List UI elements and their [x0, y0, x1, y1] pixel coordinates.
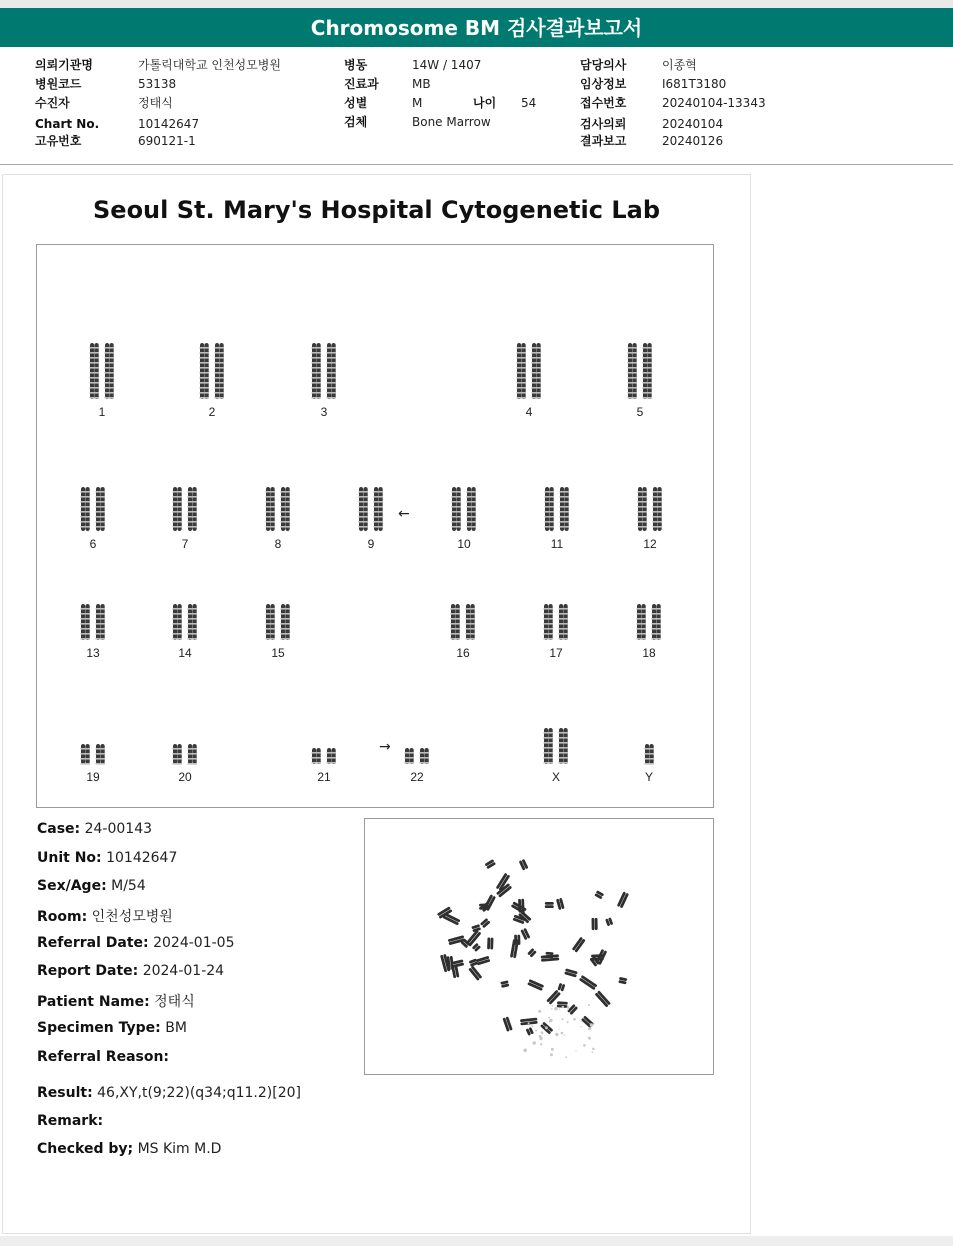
chromosome-label: 16: [456, 646, 470, 660]
info-case: [37, 821, 152, 837]
result-line: [37, 1085, 301, 1101]
info-value: M/54: [111, 878, 146, 894]
info-report-date: [37, 963, 224, 979]
info-label: Report Date:: [37, 963, 139, 979]
chromosome-label: 1: [98, 405, 106, 419]
hdr-label: 성별: [344, 96, 368, 110]
chromosome-label: 6: [89, 537, 97, 551]
hdr-label: 수진자: [35, 96, 70, 110]
info-label: Unit No:: [37, 850, 102, 866]
info-referral-reason: [37, 1049, 169, 1065]
chromosome-18: [627, 602, 671, 642]
hdr-value: M: [412, 96, 423, 110]
info-sex-age: [37, 878, 146, 894]
hdr-value: 20240104-13343: [662, 96, 766, 110]
checked-by-value: MS Kim M.D: [137, 1141, 222, 1157]
checked-by-line: [37, 1141, 221, 1157]
chromosome-20: [163, 742, 207, 766]
chromosome-label: 7: [181, 537, 189, 551]
info-value: 2024-01-05: [153, 935, 235, 951]
translocation-arrow-9: ←: [398, 506, 410, 522]
info-label: Referral Date:: [37, 935, 149, 951]
info-value: 24-00143: [84, 821, 153, 837]
age-value: 54: [521, 96, 537, 110]
info-value: 2024-01-24: [142, 963, 225, 979]
chromosome-8: [256, 485, 300, 533]
chromosome-1: [80, 341, 124, 401]
info-label: Specimen Type:: [37, 1020, 161, 1036]
translocation-arrow-22: →: [379, 739, 391, 755]
top-strip: [0, 0, 953, 8]
header-separator: [0, 164, 953, 165]
chromosome-label: 5: [636, 405, 644, 419]
hdr-label: 접수번호: [580, 96, 627, 110]
info-label: Case:: [37, 821, 81, 837]
chromosome-label: 19: [86, 770, 100, 784]
chromosome-12: [628, 485, 672, 533]
chromosome-label: 8: [274, 537, 282, 551]
chromosome-4: [507, 341, 551, 401]
chromosome-label: 13: [86, 646, 100, 660]
bottom-strip: [0, 1236, 953, 1246]
hdr-value: 가톨릭대학교 인천성모병원: [138, 58, 281, 72]
chromosome-7: [163, 485, 207, 533]
hdr-value: I681T3180: [662, 77, 727, 91]
hdr-value: Bone Marrow: [412, 115, 491, 129]
hdr-label: 병원코드: [35, 77, 82, 91]
chromosome-X: [534, 726, 578, 766]
chromosome-label: 14: [178, 646, 192, 660]
hdr-label: 결과보고: [580, 134, 627, 148]
hdr-value: 이종혁: [662, 58, 697, 72]
chromosome-label: 20: [178, 770, 192, 784]
hdr-label: Chart No.: [35, 117, 100, 131]
hdr-value: 10142647: [138, 117, 200, 131]
hdr-label: 의뢰기관명: [35, 58, 93, 72]
karyogram-panel: [36, 244, 714, 808]
info-referral-date: [37, 935, 234, 951]
result-label: Result:: [37, 1085, 93, 1101]
age-label: 나이: [473, 96, 497, 110]
chromosome-6: [71, 485, 115, 533]
hdr-label: 담당의사: [580, 58, 627, 72]
hdr-value: 정태식: [138, 96, 173, 110]
info-label: Referral Reason:: [37, 1049, 170, 1065]
chromosome-label: 10: [457, 537, 471, 551]
hdr-value: 14W / 1407: [412, 58, 482, 72]
info-label: Sex/Age:: [37, 878, 107, 894]
hdr-label: 병동: [344, 58, 368, 72]
chromosome-22: [395, 746, 439, 766]
lab-title: Seoul St. Mary's Hospital Cytogenetic Lab: [93, 196, 660, 224]
chromosome-9: [349, 485, 393, 533]
info-value: BM: [165, 1020, 187, 1036]
info-patient-name: [37, 991, 195, 1011]
checked-by-label: Checked by;: [37, 1141, 134, 1157]
chromosome-10: [442, 485, 486, 533]
hdr-label: 검체: [344, 115, 368, 129]
remark-line: [37, 1113, 103, 1129]
chromosome-3: [302, 341, 346, 401]
chromosome-label: 2: [208, 405, 216, 419]
info-value: 정태식: [154, 994, 195, 1010]
chromosome-5: [618, 341, 662, 401]
chromosome-label: 17: [549, 646, 563, 660]
hdr-label: 임상정보: [580, 77, 627, 91]
report-title: Chromosome BM 검사결과보고서: [0, 8, 953, 47]
hdr-value: 20240126: [662, 134, 724, 148]
info-label: Room:: [37, 909, 88, 925]
info-value: 10142647: [106, 850, 178, 866]
chromosome-label: Y: [644, 770, 653, 784]
hdr-value: MB: [412, 77, 431, 91]
chromosome-13: [71, 602, 115, 642]
info-unit-no: [37, 850, 177, 866]
info-value: 인천성모병원: [91, 909, 173, 925]
hdr-value: 690121-1: [138, 134, 196, 148]
chromosome-19: [71, 742, 115, 766]
chromosome-label: 22: [410, 770, 424, 784]
chromosome-label: 15: [271, 646, 285, 660]
hdr-label: 검사의뢰: [580, 117, 627, 131]
chromosome-label: 18: [642, 646, 656, 660]
remark-label: Remark:: [37, 1113, 104, 1129]
hdr-value: 20240104: [662, 117, 724, 131]
chromosome-Y: [627, 742, 671, 766]
result-value: 46,XY,t(9;22)(q34;q11.2)[20]: [97, 1085, 301, 1101]
metaphase-spread: [365, 819, 713, 1074]
chromosome-label: 4: [525, 405, 533, 419]
chromosome-2: [190, 341, 234, 401]
chromosome-label: 12: [643, 537, 657, 551]
chromosome-label: 9: [367, 537, 375, 551]
info-label: Patient Name:: [37, 994, 150, 1010]
hdr-value: 53138: [138, 77, 177, 91]
chromosome-11: [535, 485, 579, 533]
chromosome-14: [163, 602, 207, 642]
hdr-label: 진료과: [344, 77, 379, 91]
chromosome-17: [534, 602, 578, 642]
chromosome-21: [302, 746, 346, 766]
chromosome-label: X: [551, 770, 560, 784]
info-room: [37, 906, 173, 926]
hdr-label: 고유번호: [35, 134, 82, 148]
chromosome-label: 11: [550, 537, 564, 551]
chromosome-label: 3: [320, 405, 328, 419]
chromosome-15: [256, 602, 300, 642]
info-specimen-type: [37, 1020, 187, 1036]
chromosome-label: 21: [317, 770, 331, 784]
metaphase-image: [364, 818, 714, 1075]
chromosome-16: [441, 602, 485, 642]
